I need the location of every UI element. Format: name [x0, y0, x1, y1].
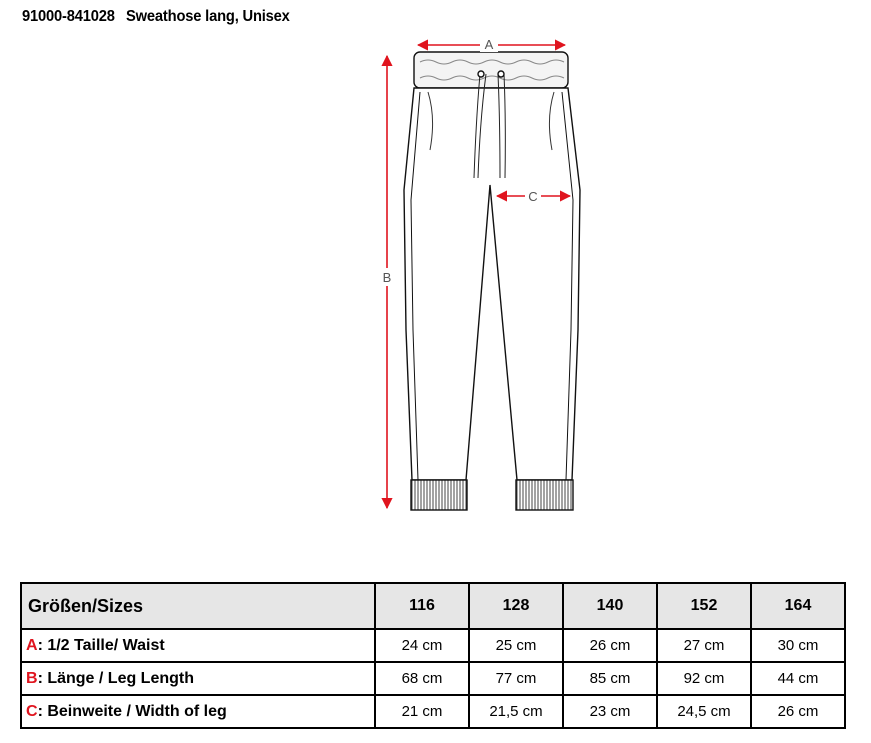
row-label-length	[21, 662, 375, 695]
left-cuff	[411, 480, 467, 510]
table-row-length	[21, 662, 845, 695]
size-128: 128	[469, 583, 563, 629]
table-cell: 24,5 cm	[657, 695, 751, 728]
table-cell: 26 cm	[751, 695, 845, 728]
table-cell: 25 cm	[469, 629, 563, 662]
right-cuff	[516, 480, 573, 510]
label-b: B	[382, 270, 392, 285]
label-c: C	[528, 189, 538, 204]
table-cell: 77 cm	[469, 662, 563, 695]
table-row-waist	[21, 629, 845, 662]
pants-outline	[404, 52, 580, 510]
sizes-header-label: Größen/Sizes	[21, 583, 375, 629]
size-140: 140	[563, 583, 657, 629]
product-name: Sweathose lang, Unisex	[126, 8, 290, 25]
table-cell: 27 cm	[657, 629, 751, 662]
table-cell: 30 cm	[751, 629, 845, 662]
row-label-width	[21, 695, 375, 728]
size-table	[20, 582, 846, 729]
label-a: A	[484, 37, 494, 52]
size-header-row	[21, 583, 845, 629]
size-116: 116	[375, 583, 469, 629]
table-cell: 21 cm	[375, 695, 469, 728]
table-cell: 21,5 cm	[469, 695, 563, 728]
table-cell: 44 cm	[751, 662, 845, 695]
table-cell: 26 cm	[563, 629, 657, 662]
row-text-width: : Beinweite / Width of leg	[37, 702, 227, 720]
article-number: 91000-841028	[22, 8, 115, 25]
measurement-b	[378, 56, 396, 508]
size-152: 152	[657, 583, 751, 629]
size-164: 164	[751, 583, 845, 629]
row-key-c: C	[26, 702, 38, 720]
row-key-a: A	[26, 636, 38, 654]
row-label-waist	[21, 629, 375, 662]
table-cell: 68 cm	[375, 662, 469, 695]
row-text-length: : Länge / Leg Length	[37, 669, 194, 687]
table-cell: 24 cm	[375, 629, 469, 662]
measurement-a	[418, 36, 565, 52]
table-row-width	[21, 695, 845, 728]
table-cell: 92 cm	[657, 662, 751, 695]
row-text-waist: : 1/2 Taille/ Waist	[37, 636, 165, 654]
table-cell: 85 cm	[563, 662, 657, 695]
waistband	[414, 52, 568, 88]
table-cell: 23 cm	[563, 695, 657, 728]
row-key-b: B	[26, 669, 38, 687]
